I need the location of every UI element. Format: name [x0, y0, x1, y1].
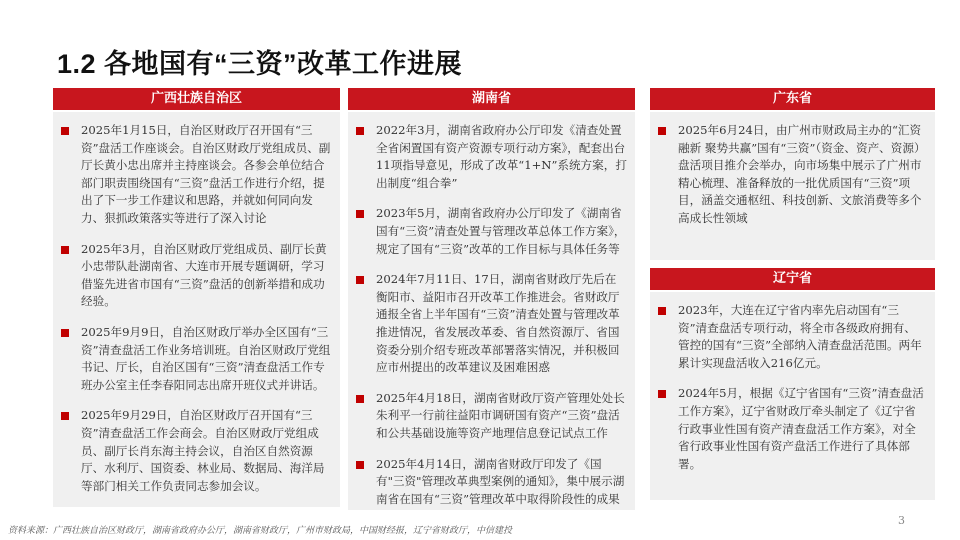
list-item: [59, 324, 332, 394]
item-text: 2024年7月11日、17日，湖南省财政厅先后在衡阳市、益阳市召开改革工作推进会。省财政厅通报全省上半年国有“三资”清查处置与管理改革推进情况，省发展改革委、省自然资源厅、省国资委分别介绍专班改革部署落实情况，并积极回应市州提出的改革建议及困难困惑: [376, 272, 620, 375]
bullet-square-icon: [356, 395, 364, 403]
bullet-square-icon: [61, 412, 69, 420]
item-text: 2024年5月，根据《辽宁省国有“三资”清查盘活工作方案》，辽宁省财政厅牵头制定了《辽宁省行政事业性国有资产清查盘活工作方案》，对全省行政事业性国有资产盘活工作进行了具体部署。: [678, 386, 924, 471]
list-item: [354, 390, 627, 443]
list-item: [354, 271, 627, 377]
list-item: [59, 122, 332, 228]
item-text: 2025年3月，自治区财政厅党组成员、副厅长黄小忠带队赴湖南省、大连市开展专题调研，学习借鉴先进省市国有“三资”盘活的创新举措和成功经验。: [81, 241, 327, 309]
list-item: [354, 122, 627, 192]
bullet-square-icon: [356, 127, 364, 135]
list-item: [656, 122, 927, 228]
panel-hunan: [348, 112, 635, 510]
list-item: [354, 456, 627, 509]
list-item: [656, 385, 927, 473]
list-item: [59, 407, 332, 495]
page-title: 1.2 各地国有“三资”改革工作进展: [57, 49, 463, 79]
list-item: [59, 241, 332, 311]
bullet-square-icon: [356, 461, 364, 469]
item-text: 2025年6月24日，由广州市财政局主办的“汇资融新 聚势共赢”国有“三资”（资金、资产、资源）盘活项目推介会举办，向市场集中展示了广州市精心梳理、准备释放的一批优质国有“三资”项目，涵盖交通枢纽、科技创新、文旅消费等多个高成长性领域: [678, 123, 926, 225]
panel-guangdong: [650, 112, 935, 260]
bullet-square-icon: [61, 329, 69, 337]
item-text: 2025年4月18日，湖南省财政厅资产管理处处长朱利平一行前往益阳市调研国有资产“三资”盘活和公共基础设施等资产地理信息登记试点工作: [376, 390, 625, 440]
bullet-square-icon: [356, 210, 364, 218]
header-guangdong: 广东省: [650, 88, 935, 110]
panel-liaoning: [650, 292, 935, 500]
bullet-square-icon: [658, 127, 666, 135]
item-text: 2025年4月14日，湖南省财政厅印发了《国有"三资"管理改革典型案例的通知》，集中展示湖南省在国有“三资”管理改革中取得阶段性的成果: [376, 456, 625, 506]
bullet-square-icon: [658, 390, 666, 398]
bullet-square-icon: [61, 246, 69, 254]
item-text: 2025年1月15日，自治区财政厅召开国有“三资”盘活工作座谈会。自治区财政厅党组成员、副厅长黄小忠出席并主持座谈会。各参会单位结合部门职责围绕国有“三资”盘活工作进行介绍，提出了下一步工作建议和思路，并就如何同向发力、狠抓政策落实等进行了深入讨论: [81, 123, 331, 225]
item-text: 2025年9月9日，自治区财政厅举办全区国有“三资”清查盘活工作业务培训班。自治区财政厅党组书记、厅长，自治区国有“三资”清查盘活工作专班办公室主任李春阳同志出席开班仪式并讲话。: [81, 324, 331, 392]
item-text: 2025年9月29日，自治区财政厅召开国有“三资”清查盘活工作会商会。自治区财政厅党组成员、副厅长肖东海主持会议，自治区自然资源厅、水利厅、国资委、林业局、数据局、海洋局等部门相关工作负责同志参加会议。: [81, 408, 325, 493]
bullet-square-icon: [61, 127, 69, 135]
item-text: 2023年5月，湖南省政府办公厅印发了《湖南省国有“三资”清查处置与管理改革总体工作方案》，规定了国有“三资”改革的工作目标与具体任务等: [376, 206, 626, 256]
header-liaoning: 辽宁省: [650, 268, 935, 290]
header-hunan: 湖南省: [348, 88, 635, 110]
header-guangxi: 广西壮族自治区: [53, 88, 340, 110]
page-number: 3: [898, 514, 905, 527]
bullet-square-icon: [356, 276, 364, 284]
bullet-square-icon: [658, 307, 666, 315]
list-item: [656, 302, 927, 372]
source-note: 资料来源：广西壮族自治区财政厅，湖南省政府办公厅，湖南省财政厅，广州市财政局，中国财经报，辽宁省财政厅，中信建投: [8, 526, 513, 536]
list-item: [354, 205, 627, 258]
panel-guangxi: [53, 112, 340, 507]
item-text: 2023年，大连在辽宁省内率先启动国有“三资”清查盘活专项行动，将全市各级政府拥有、管控的国有“三资”全部纳入清查盘活范围。两年累计实现盘活收入216亿元。: [678, 303, 922, 370]
item-text: 2022年3月，湖南省政府办公厅印发《清查处置全省闲置国有资产资源专项行动方案》，配套出台11项指导意见，形成了改革“1+N”系统方案，打出制度“组合拳”: [376, 123, 627, 190]
